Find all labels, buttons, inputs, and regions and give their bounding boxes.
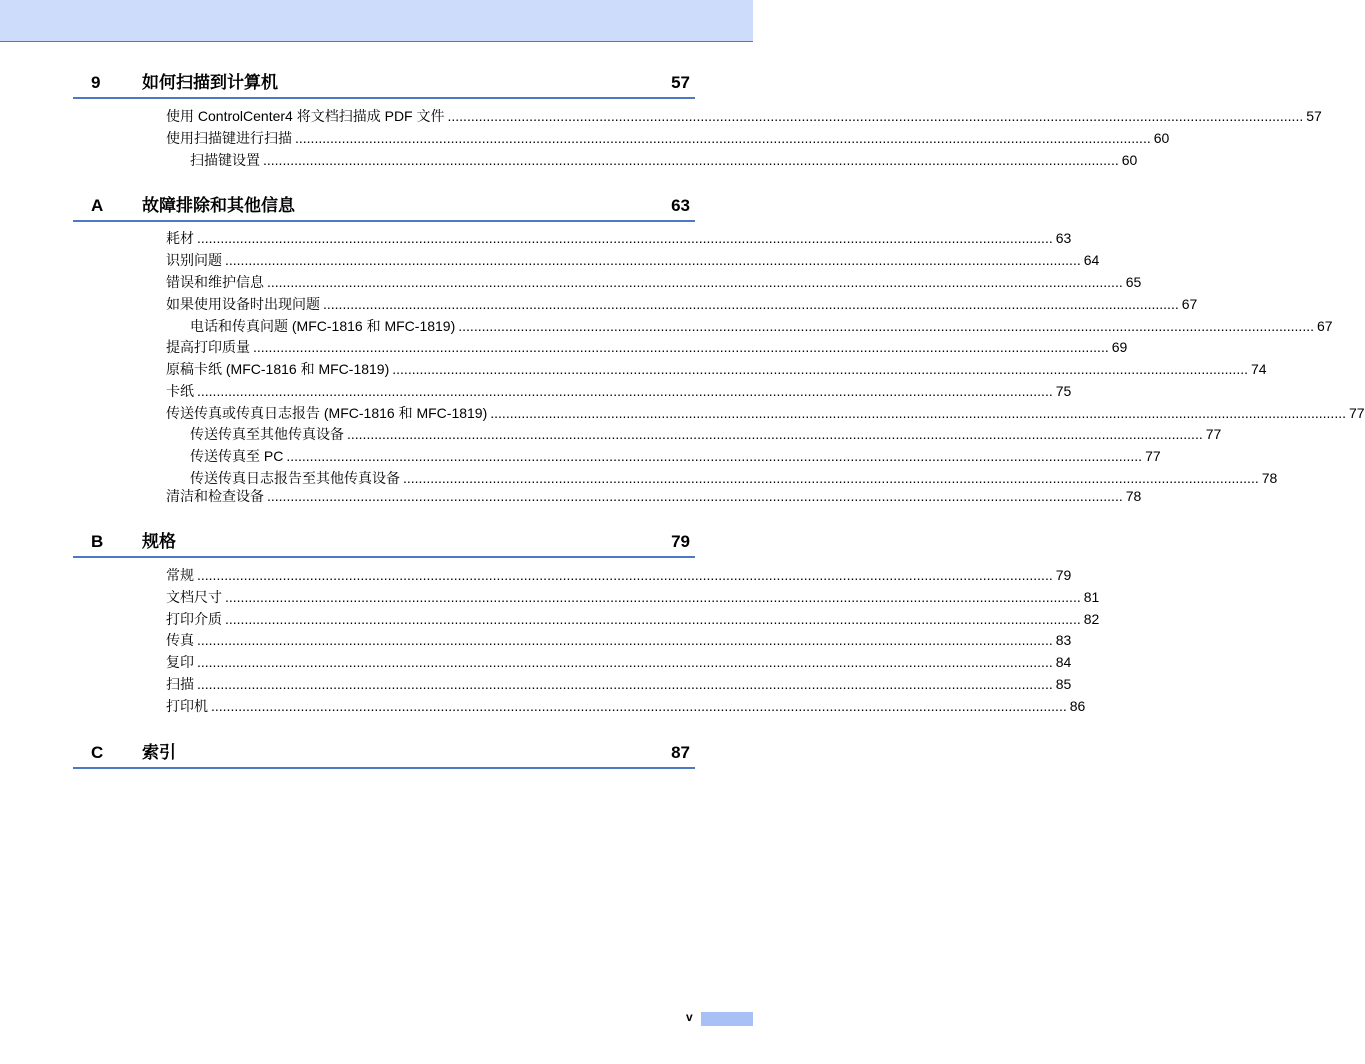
toc-entry[interactable]	[166, 404, 1365, 422]
dot-leader: ............................................................................................................................................................................................................................	[211, 698, 1067, 714]
toc-entry-page: 78	[1261, 470, 1278, 486]
page-number: v	[686, 1010, 693, 1024]
toc-subentry[interactable]	[190, 151, 1138, 169]
toc-entry-page: 65	[1125, 274, 1142, 290]
dot-leader: ............................................................................................................................................................................................................................	[490, 405, 1346, 421]
chapter-number: C	[91, 743, 104, 762]
chapter-title: 故障排除和其他信息	[142, 196, 295, 215]
toc-entry-title: 扫描	[166, 676, 194, 692]
dot-leader: ............................................................................................................................................................................................................................	[267, 488, 1123, 504]
toc-entry-page: 79	[1055, 567, 1072, 583]
dot-leader: ............................................................................................................................................................................................................................	[197, 230, 1053, 246]
toc-entry-page: 67	[1317, 318, 1333, 334]
toc-entry-title: 文档尺寸	[166, 589, 222, 605]
chapter-page: 57	[671, 73, 690, 92]
dot-leader: ............................................................................................................................................................................................................................	[263, 152, 1119, 168]
toc-entry[interactable]	[166, 251, 1100, 269]
page-tab	[701, 1012, 753, 1026]
toc-entry-page: 57	[1306, 108, 1322, 124]
toc-entry-page: 75	[1055, 383, 1072, 399]
toc-entry-page: 84	[1055, 654, 1072, 670]
dot-leader: ............................................................................................................................................................................................................................	[225, 589, 1081, 605]
toc-entry-title: 使用扫描键进行扫描	[166, 130, 292, 146]
toc-subentry[interactable]	[190, 425, 1222, 443]
chapter-page: 87	[671, 743, 690, 762]
toc-entry-page: 82	[1083, 611, 1100, 627]
chapter-number: 9	[91, 73, 101, 92]
toc-entry-title: 如果使用设备时出现问题	[166, 296, 320, 312]
toc-entry-page: 81	[1083, 589, 1100, 605]
toc-entry[interactable]	[166, 697, 1086, 715]
toc-entry-page: 63	[1055, 230, 1072, 246]
toc-entry-title: 清洁和检查设备	[166, 488, 264, 504]
toc-entry-title: 常规	[166, 567, 194, 583]
toc-entry-page: 60	[1121, 152, 1138, 168]
chapter-number: B	[91, 532, 104, 551]
toc-entry-page: 78	[1125, 488, 1142, 504]
toc-entry-page: 77	[1145, 448, 1161, 464]
toc-entry-title: 提高打印质量	[166, 339, 250, 355]
toc-entry-title: 使用 ControlCenter4 将文档扫描成 PDF 文件	[166, 108, 445, 124]
dot-leader: ............................................................................................................................................................................................................................	[253, 339, 1109, 355]
toc-entry-page: 86	[1069, 698, 1086, 714]
chapter-page: 63	[671, 196, 690, 215]
toc-entry[interactable]	[166, 129, 1170, 147]
toc-entry-page: 67	[1181, 296, 1198, 312]
chapter-heading[interactable]	[73, 73, 695, 99]
dot-leader: ............................................................................................................................................................................................................................	[392, 361, 1248, 377]
toc-entry-page: 77	[1205, 426, 1222, 442]
chapter-title: 规格	[142, 532, 176, 551]
dot-leader: ............................................................................................................................................................................................................................	[458, 318, 1314, 334]
toc-entry[interactable]	[166, 588, 1100, 606]
toc-entry-title: 错误和维护信息	[166, 274, 264, 290]
dot-leader: ............................................................................................................................................................................................................................	[403, 470, 1259, 486]
toc-entry-title: 打印介质	[166, 611, 222, 627]
toc-entry-title: 传送传真日志报告至其他传真设备	[190, 470, 400, 486]
header-band	[0, 0, 753, 42]
toc-subentry[interactable]	[190, 447, 1161, 465]
dot-leader: ............................................................................................................................................................................................................................	[197, 567, 1053, 583]
toc-entry[interactable]	[166, 675, 1072, 693]
toc-entry-title: 传送传真或传真日志报告 (MFC-1816 和 MFC-1819)	[166, 405, 488, 421]
toc-entry-title: 卡纸	[166, 383, 194, 399]
toc-entry[interactable]	[166, 487, 1142, 505]
toc-entry[interactable]	[166, 653, 1072, 671]
dot-leader: ............................................................................................................................................................................................................................	[323, 296, 1179, 312]
toc-entry[interactable]	[166, 631, 1072, 649]
toc-subentry[interactable]	[190, 469, 1278, 487]
chapter-title: 如何扫描到计算机	[142, 73, 278, 92]
dot-leader: ............................................................................................................................................................................................................................	[286, 448, 1143, 464]
toc-entry[interactable]	[166, 273, 1142, 291]
chapter-heading[interactable]	[73, 196, 695, 222]
toc-entry-title: 扫描键设置	[190, 152, 260, 168]
toc-entry-title: 耗材	[166, 230, 194, 246]
dot-leader: ............................................................................................................................................................................................................................	[347, 426, 1203, 442]
chapter-number: A	[91, 196, 104, 215]
toc-entry-title: 识别问题	[166, 252, 222, 268]
toc-entry[interactable]	[166, 566, 1072, 584]
toc-entry-title: 原稿卡纸 (MFC-1816 和 MFC-1819)	[166, 361, 390, 377]
chapter-page: 79	[671, 532, 690, 551]
dot-leader: ............................................................................................................................................................................................................................	[197, 654, 1053, 670]
toc-entry-title: 电话和传真问题 (MFC-1816 和 MFC-1819)	[190, 318, 456, 334]
toc-subentry[interactable]	[190, 317, 1333, 335]
dot-leader: ............................................................................................................................................................................................................................	[295, 130, 1151, 146]
toc-entry-page: 85	[1055, 676, 1072, 692]
dot-leader: ............................................................................................................................................................................................................................	[225, 611, 1081, 627]
toc-entry-title: 传送传真至其他传真设备	[190, 426, 344, 442]
toc-entry-page: 74	[1251, 361, 1267, 377]
chapter-heading[interactable]	[73, 532, 695, 558]
toc-entry-page: 69	[1111, 339, 1128, 355]
toc-entry[interactable]	[166, 295, 1198, 313]
toc-entry-page: 83	[1055, 632, 1072, 648]
dot-leader: ............................................................................................................................................................................................................................	[447, 108, 1304, 124]
toc-entry-title: 传真	[166, 632, 194, 648]
dot-leader: ............................................................................................................................................................................................................................	[197, 676, 1053, 692]
toc-entry[interactable]	[166, 382, 1072, 400]
toc-entry[interactable]	[166, 610, 1100, 628]
toc-entry[interactable]	[166, 360, 1267, 378]
toc-entry[interactable]	[166, 338, 1128, 356]
dot-leader: ............................................................................................................................................................................................................................	[197, 383, 1053, 399]
chapter-heading[interactable]	[73, 743, 695, 769]
chapter-title: 索引	[142, 743, 176, 762]
toc-entry-title: 打印机	[166, 698, 208, 714]
toc-entry[interactable]	[166, 229, 1072, 247]
toc-entry-page: 60	[1153, 130, 1170, 146]
toc-entry-title: 复印	[166, 654, 194, 670]
dot-leader: ............................................................................................................................................................................................................................	[267, 274, 1123, 290]
toc-entry[interactable]	[166, 107, 1322, 125]
dot-leader: ............................................................................................................................................................................................................................	[197, 632, 1053, 648]
toc-entry-title: 传送传真至 PC	[190, 448, 284, 464]
dot-leader: ............................................................................................................................................................................................................................	[225, 252, 1081, 268]
toc-entry-page: 64	[1083, 252, 1100, 268]
toc-entry-page: 77	[1349, 405, 1365, 421]
